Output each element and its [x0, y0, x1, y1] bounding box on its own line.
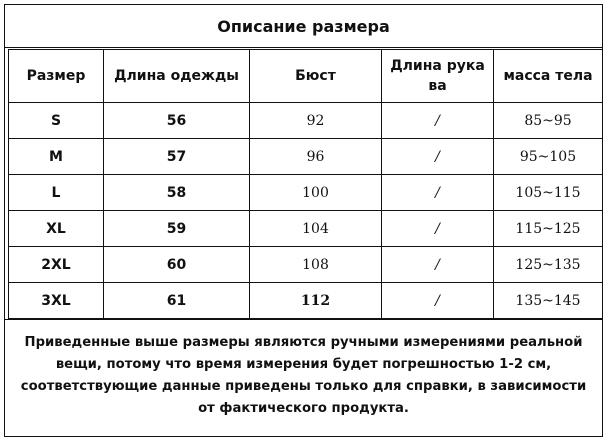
cell-sleeve: / [382, 175, 494, 211]
cell-size: M [9, 139, 104, 175]
cell-weight: 105~115 [494, 175, 603, 211]
cell-bust: 100 [250, 175, 382, 211]
cell-bust: 92 [250, 103, 382, 139]
disclaimer-note [5, 319, 602, 431]
table-header-row [9, 50, 603, 103]
cell-bust: 112 [250, 283, 382, 319]
header-length: Длина одежды [104, 50, 250, 103]
header-weight: масса тела [494, 50, 603, 103]
cell-bust: 104 [250, 211, 382, 247]
cell-size: L [9, 175, 104, 211]
cell-length: 57 [104, 139, 250, 175]
table-row [9, 175, 603, 211]
cell-sleeve: / [382, 103, 494, 139]
cell-size: XL [9, 211, 104, 247]
cell-sleeve: / [382, 139, 494, 175]
cell-sleeve: / [382, 247, 494, 283]
header-sleeve: Длина рука ва [382, 50, 494, 103]
cell-size: 3XL [9, 283, 104, 319]
cell-bust: 96 [250, 139, 382, 175]
table-row [9, 211, 603, 247]
cell-size: S [9, 103, 104, 139]
cell-weight: 95~105 [494, 139, 603, 175]
cell-length: 60 [104, 247, 250, 283]
cell-size: 2XL [9, 247, 104, 283]
header-size: Размер [9, 50, 104, 103]
cell-bust: 108 [250, 247, 382, 283]
cell-length: 61 [104, 283, 250, 319]
cell-weight: 125~135 [494, 247, 603, 283]
table-row [9, 247, 603, 283]
size-chart [4, 4, 603, 437]
cell-weight: 135~145 [494, 283, 603, 319]
cell-sleeve: / [382, 211, 494, 247]
header-bust: Бюст [250, 50, 382, 103]
table-row [9, 139, 603, 175]
chart-title: Описание размера [5, 5, 602, 48]
cell-weight: 115~125 [494, 211, 603, 247]
table-row [9, 103, 603, 139]
cell-weight: 85~95 [494, 103, 603, 139]
disclaimer-text: Приведенные выше размеры являются ручными измерениями реальной вещи, потому что время измерения будет погрешностью 1-2 см, соответствующие данные приведены только для справки, в зависимости от фактического продукта. [20, 334, 587, 416]
cell-length: 59 [104, 211, 250, 247]
cell-length: 56 [104, 103, 250, 139]
table-row [9, 283, 603, 319]
cell-length: 58 [104, 175, 250, 211]
size-table [8, 49, 603, 319]
cell-sleeve: / [382, 283, 494, 319]
